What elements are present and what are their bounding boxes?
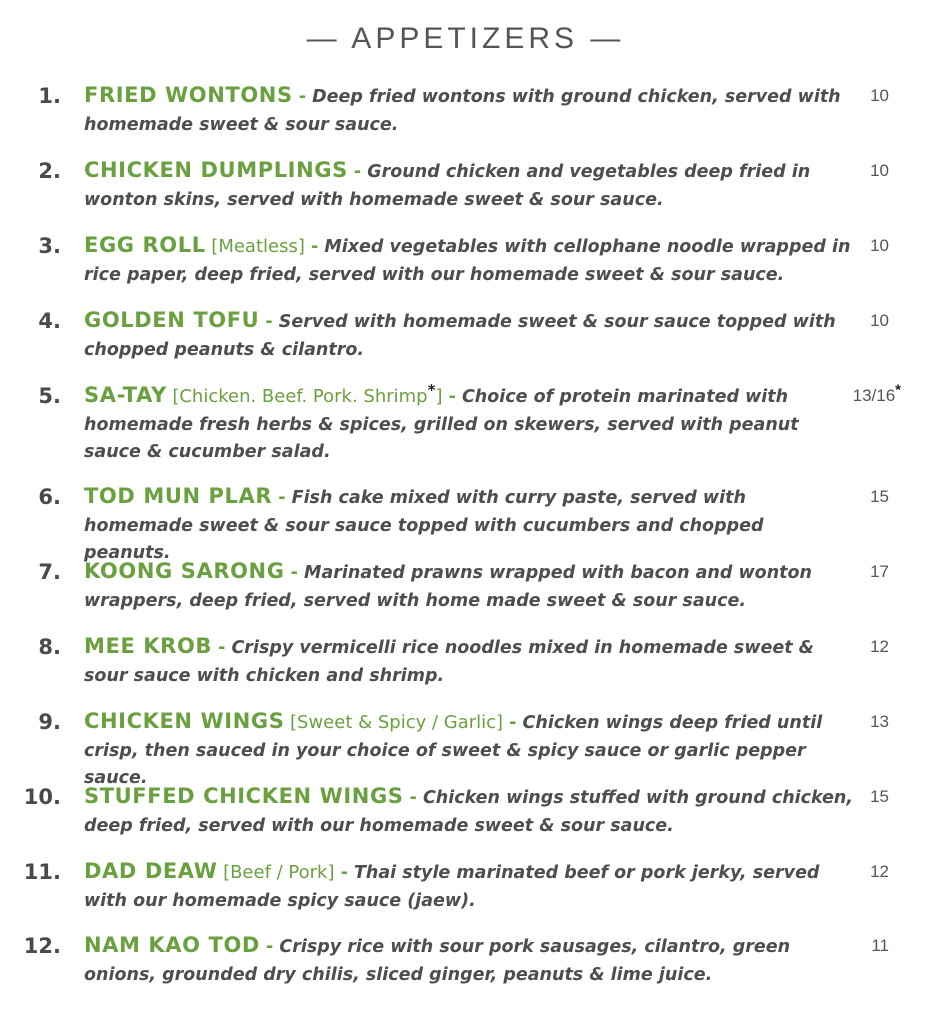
menu-item xyxy=(0,382,931,477)
item-description: Served with homemade sweet & sour sauce topped with chopped peanuts & cilantro. xyxy=(84,312,836,360)
item-name: STUFFED CHICKEN WINGS xyxy=(84,784,404,808)
item-price: 10 xyxy=(870,311,889,330)
item-name: SA-TAY xyxy=(84,383,167,407)
item-name: DAD DEAW xyxy=(84,859,218,883)
item-number: 2. xyxy=(38,159,61,183)
item-number: 7. xyxy=(38,560,61,584)
item-body: FRIED WONTONS - Deep fried wontons with ground chicken, served with homemade sweet & sour sauce. xyxy=(84,83,841,135)
menu-item xyxy=(0,483,931,563)
item-number: 8. xyxy=(38,635,61,659)
item-body: MEE KROB - Crispy vermicelli rice noodles mixed in homemade sweet & sour sauce with chicken and shrimp. xyxy=(84,634,814,686)
item-description: Chicken wings deep fried until crisp, then sauced in your choice of sweet & spicy sauce or garlic pepper sauce. xyxy=(84,713,823,788)
item-description: Deep fried wontons with ground chicken, served with homemade sweet & sour sauce. xyxy=(84,87,841,135)
item-options: [Sweet & Spicy / Garlic] xyxy=(290,712,504,733)
item-options: [Beef / Pork] xyxy=(223,862,335,883)
menu-item xyxy=(0,783,931,853)
menu-item xyxy=(0,708,931,788)
item-price: 10 xyxy=(870,161,889,180)
item-options: [Chicken. Beef. Pork. Shrimp*] xyxy=(172,381,443,407)
item-body: STUFFED CHICKEN WINGS - Chicken wings stuffed with ground chicken, deep fried, served with our homemade sweet & sour sauce. xyxy=(84,784,854,836)
menu-item xyxy=(0,157,931,227)
item-price: 13 xyxy=(870,712,889,731)
item-description: Mixed vegetables with cellophane noodle wrapped in rice paper, deep fried, served with our homemade sweet & sour sauce. xyxy=(84,237,851,285)
item-description: Chicken wings stuffed with ground chicken, deep fried, served with our homemade sweet & sour sauce. xyxy=(84,788,854,836)
section-title: — APPETIZERS — xyxy=(306,22,625,55)
item-price: 12 xyxy=(870,637,889,656)
item-body: CHICKEN DUMPLINGS - Ground chicken and vegetables deep fried in wonton skins, served with homemade sweet & sour sauce. xyxy=(84,158,811,210)
item-number: 5. xyxy=(38,384,61,408)
item-name: FRIED WONTONS xyxy=(84,83,293,107)
item-price: 11 xyxy=(871,936,889,955)
item-number: 9. xyxy=(38,710,61,734)
item-description: Crispy rice with sour pork sausages, cilantro, green onions, grounded dry chilis, sliced ginger, peanuts & lime juice. xyxy=(84,937,791,985)
item-name: TOD MUN PLAR xyxy=(84,484,273,508)
item-body: CHICKEN WINGS [Sweet & Spicy / Garlic] - Chicken wings deep fried until crisp, then sauced in your choice of sweet & spicy sauce or garlic pepper sauce. xyxy=(84,709,823,788)
item-price: 17 xyxy=(870,562,889,581)
asterisk: * xyxy=(895,381,901,399)
item-name: GOLDEN TOFU xyxy=(84,308,260,332)
item-description: Thai style marinated beef or pork jerky, served with our homemade spicy sauce (jaew). xyxy=(84,863,820,911)
item-body: GOLDEN TOFU - Served with homemade sweet & sour sauce topped with chopped peanuts & cilantro. xyxy=(84,308,836,360)
menu-item xyxy=(0,307,931,377)
menu-item xyxy=(0,858,931,928)
item-number: 12. xyxy=(23,934,61,958)
item-description: Fish cake mixed with curry paste, served with homemade sweet & sour sauce topped with cucumbers and chopped peanuts. xyxy=(84,488,764,563)
item-price: 10 xyxy=(870,236,889,255)
item-number: 6. xyxy=(38,485,61,509)
item-price: 15 xyxy=(870,787,889,806)
item-description: Ground chicken and vegetables deep fried in wonton skins, served with homemade sweet & sour sauce. xyxy=(84,162,811,210)
item-number: 4. xyxy=(38,309,61,333)
item-body: TOD MUN PLAR - Fish cake mixed with curry paste, served with homemade sweet & sour sauce topped with cucumbers and chopped peanuts. xyxy=(84,484,764,563)
item-number: 11. xyxy=(23,860,61,884)
item-price: 12 xyxy=(870,862,889,881)
item-description: Crispy vermicelli rice noodles mixed in homemade sweet & sour sauce with chicken and shrimp. xyxy=(84,638,814,686)
menu-item xyxy=(0,932,931,1002)
item-price: 10 xyxy=(870,86,889,105)
item-description: Marinated prawns wrapped with bacon and wonton wrappers, deep fried, served with home made sweet & sour sauce. xyxy=(84,563,813,611)
item-description: Choice of protein marinated with homemade fresh herbs & spices, grilled on skewers, served with peanut sauce & cucumber salad. xyxy=(84,387,799,462)
item-name: NAM KAO TOD xyxy=(84,933,260,957)
item-body: KOONG SARONG - Marinated prawns wrapped with bacon and wonton wrappers, deep fried, served with home made sweet & sour sauce. xyxy=(84,559,813,611)
menu-item xyxy=(0,232,931,302)
menu-item xyxy=(0,82,931,152)
menu-item xyxy=(0,633,931,703)
item-name: EGG ROLL xyxy=(84,233,206,257)
item-body: DAD DEAW [Beef / Pork] - Thai style marinated beef or pork jerky, served with our homemade spicy sauce (jaew). xyxy=(84,859,820,911)
item-body: NAM KAO TOD - Crispy rice with sour pork sausages, cilantro, green onions, grounded dry chilis, sliced ginger, peanuts & lime juice. xyxy=(84,933,791,985)
item-price: 15 xyxy=(870,487,889,506)
asterisk: * xyxy=(427,381,436,399)
item-number: 10. xyxy=(23,785,61,809)
item-number: 1. xyxy=(38,84,61,108)
item-name: MEE KROB xyxy=(84,634,213,658)
item-options: [Meatless] xyxy=(211,236,305,257)
item-name: KOONG SARONG xyxy=(84,559,285,583)
menu-item xyxy=(0,558,931,628)
item-price: 13/16* xyxy=(852,381,901,405)
item-body: EGG ROLL [Meatless] - Mixed vegetables with cellophane noodle wrapped in rice paper, deep fried, served with our homemade sweet & sour sauce. xyxy=(84,233,851,285)
item-name: CHICKEN WINGS xyxy=(84,709,285,733)
item-name: CHICKEN DUMPLINGS xyxy=(84,158,348,182)
item-body: SA-TAY [Chicken. Beef. Pork. Shrimp*] - Choice of protein marinated with homemade fresh herbs & spices, grilled on skewers, served with peanut sauce & cucumber salad. xyxy=(84,381,799,462)
item-number: 3. xyxy=(38,234,61,258)
